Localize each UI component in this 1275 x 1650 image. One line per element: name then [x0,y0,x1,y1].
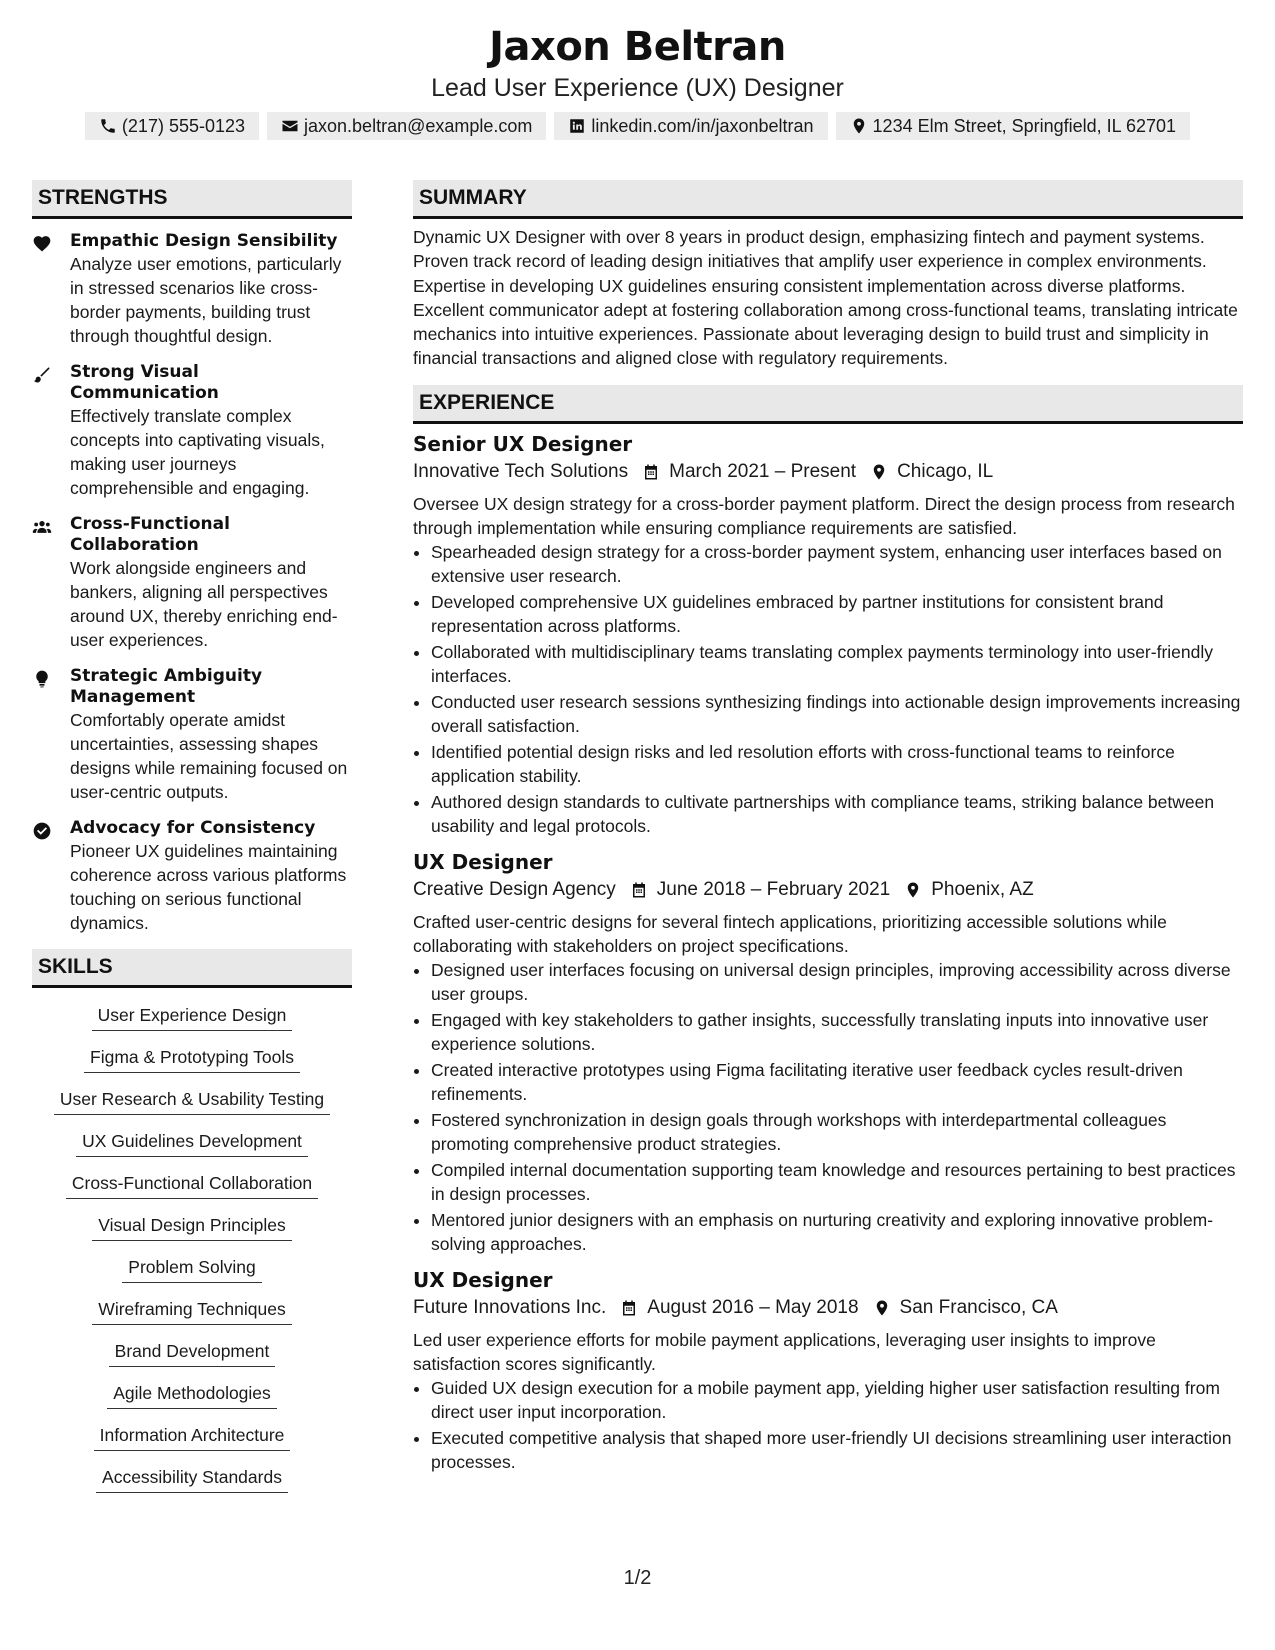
skill-tag: Problem Solving [122,1256,261,1283]
job-title: Senior UX Designer [413,431,633,456]
page-number: 1/2 [623,1567,652,1589]
skill-tag: Figma & Prototyping Tools [84,1046,300,1073]
job-bullet: • Spearheaded design strategy for a cross-border payment system, enhancing user interfaces based on extensive user research. [431,540,1243,588]
job-description: Oversee UX design strategy for a cross-border payment platform. Direct the design process from research through implementation while ensuring compliance requirements are satisfied. [413,493,1235,538]
job-title: UX Designer [413,1267,553,1292]
job-bullet: • Identified potential design risks and led resolution efforts with cross-functional teams to reinforce application stability. [431,740,1243,788]
job-bullet: • Developed comprehensive UX guidelines embraced by partner institutions for consistent brand representation across platforms. [431,590,1243,638]
email-text: jaxon.beltran@example.com [304,116,533,136]
calendar-icon [642,463,660,481]
contact-bar [0,112,1275,140]
map-pin-icon [850,117,868,135]
job-meta [413,876,1243,904]
job-bullet: • Conducted user research sessions synthesizing findings into actionable design improvements increasing overall satisfaction. [431,690,1243,738]
contact-linkedin[interactable] [554,112,827,140]
strength-desc: Pioneer UX guidelines maintaining coherence across various platforms touching on serious functional dynamics. [70,841,347,933]
strength-title: Cross-Functional Collaboration [70,514,230,555]
job-company: Innovative Tech Solutions [413,460,629,482]
job-meta [413,1294,1243,1322]
strength-desc: Comfortably operate amidst uncertainties, assessing shapes designs while remaining focused on user-centric outputs. [70,710,348,802]
skill-tag: User Research & Usability Testing [54,1088,330,1115]
resume-header [0,0,1275,140]
job-bullets [413,1376,1243,1474]
job-bullet: • Designed user interfaces focusing on universal design principles, improving accessibility across diverse user groups. [431,958,1243,1006]
experience-list [413,430,1243,1474]
job-bullet: • Executed competitive analysis that shaped more user-friendly UI decisions streamlining user interaction processes. [431,1426,1243,1474]
calendar-icon [630,881,648,899]
strength-item [32,666,352,804]
contact-address[interactable] [836,112,1191,140]
job-description: Led user experience efforts for mobile payment applications, leveraging user insights to improve satisfaction scores significantly. [413,1329,1156,1374]
strength-item [32,514,352,652]
contact-phone[interactable] [85,112,259,140]
address-text: 1234 Elm Street, Springfield, IL 62701 [872,116,1177,136]
job-entry [413,1266,1243,1474]
strength-title: Advocacy for Consistency [70,818,316,838]
skill-tag: Accessibility Standards [96,1466,288,1493]
job-bullets [413,958,1243,1256]
job-bullet: • Collaborated with multidisciplinary teams translating complex payments terminology into user-friendly interfaces. [431,640,1243,688]
linkedin-text: linkedin.com/in/jaxonbeltran [591,116,814,136]
job-meta [413,458,1243,486]
strength-title: Strong Visual Communication [70,362,219,403]
strength-desc: Work alongside engineers and bankers, aligning all perspectives around UX, thereby enriching end-user experiences. [70,558,338,650]
phone-icon [99,117,117,135]
map-pin-icon [904,881,922,899]
job-bullets [413,540,1243,838]
strength-desc: Analyze user emotions, particularly in stressed scenarios like cross-border payments, building trust through thoughtful design. [70,254,342,346]
users-icon [32,517,52,537]
job-bullet: • Compiled internal documentation supporting team knowledge and resources pertaining to best practices in design processes. [431,1158,1243,1206]
paintbrush-icon [32,365,52,385]
job-bullet: • Guided UX design execution for a mobile payment app, yielding higher user satisfaction resulting from direct user input incorporation. [431,1376,1243,1424]
job-location: Phoenix, AZ [931,878,1034,900]
summary-heading: SUMMARY [413,180,1243,219]
skill-tag: User Experience Design [92,1004,293,1031]
left-column [32,180,352,1508]
job-bullet: • Authored design standards to cultivate partnerships with compliance teams, striking balance between usability and legal protocols. [431,790,1243,838]
skill-tag: Wireframing Techniques [92,1298,291,1325]
experience-heading: EXPERIENCE [413,385,1243,424]
strength-title: Empathic Design Sensibility [70,231,338,251]
strength-item [32,818,352,935]
right-column [413,180,1243,1508]
envelope-icon [281,117,299,135]
skill-tag: Cross-Functional Collaboration [66,1172,318,1199]
skills-list [32,1004,352,1508]
strengths-heading: STRENGTHS [32,180,352,219]
calendar-icon [620,1299,638,1317]
job-bullet: • Created interactive prototypes using Figma facilitating iterative user feedback cycles result-driven refinements. [431,1058,1243,1106]
job-entry [413,430,1243,838]
skill-tag: Visual Design Principles [92,1214,291,1241]
strength-desc: Effectively translate complex concepts into captivating visuals, making user journeys comprehensible and engaging. [70,406,325,498]
map-pin-icon [873,1299,891,1317]
job-bullet: • Mentored junior designers with an emphasis on nurturing creativity and exploring innovative problem-solving approaches. [431,1208,1243,1256]
phone-text: (217) 555-0123 [121,116,246,136]
job-company: Creative Design Agency [413,878,616,900]
skill-tag: UX Guidelines Development [76,1130,308,1157]
map-pin-icon [870,463,888,481]
candidate-title: Lead User Experience (UX) Designer [431,74,844,102]
linkedin-icon [568,117,586,135]
heart-icon [32,234,52,254]
contact-email[interactable] [267,112,546,140]
job-dates: March 2021 – Present [669,460,857,482]
job-description: Crafted user-centric designs for several fintech applications, prioritizing accessible solutions while collaborating with stakeholders on project specifications. [413,911,1167,956]
job-dates: June 2018 – February 2021 [656,878,891,900]
skill-tag: Agile Methodologies [107,1382,277,1409]
skill-tag: Brand Development [109,1340,276,1367]
two-column-body [32,180,1243,1508]
job-company: Future Innovations Inc. [413,1296,607,1318]
strength-title: Strategic Ambiguity Management [70,666,263,707]
strength-item [32,362,352,500]
job-entry [413,848,1243,1256]
job-bullet: • Fostered synchronization in design goals through workshops with interdepartmental colleagues promoting comprehensive product strategies. [431,1108,1243,1156]
skill-tag: Information Architecture [94,1424,291,1451]
check-circle-icon [32,821,52,841]
job-title: UX Designer [413,849,553,874]
lightbulb-icon [32,669,52,689]
skills-heading: SKILLS [32,949,352,988]
job-bullet: • Engaged with key stakeholders to gather insights, successfully translating inputs into innovative user experience solutions. [431,1008,1243,1056]
strengths-list [32,231,352,935]
strength-item [32,231,352,348]
job-location: Chicago, IL [897,460,994,482]
summary-text: Dynamic UX Designer with over 8 years in product design, emphasizing fintech and payment systems. Proven track record of leading design initiatives that amplify user experience in complex environments. Expertise in developing UX guidelines ensuring consistent implementation across diverse platforms. Excellent communicator adept at fostering collaboration among cross-functional teams, translating intricate mechanics into intuitive experiences. Passionate about leveraging design to build trust and simplicity in financial transactions and aligned close with regulatory requirements. [413,227,1238,369]
job-location: San Francisco, CA [899,1296,1058,1318]
job-dates: August 2016 – May 2018 [647,1296,859,1318]
candidate-name: Jaxon Beltran [489,24,786,70]
